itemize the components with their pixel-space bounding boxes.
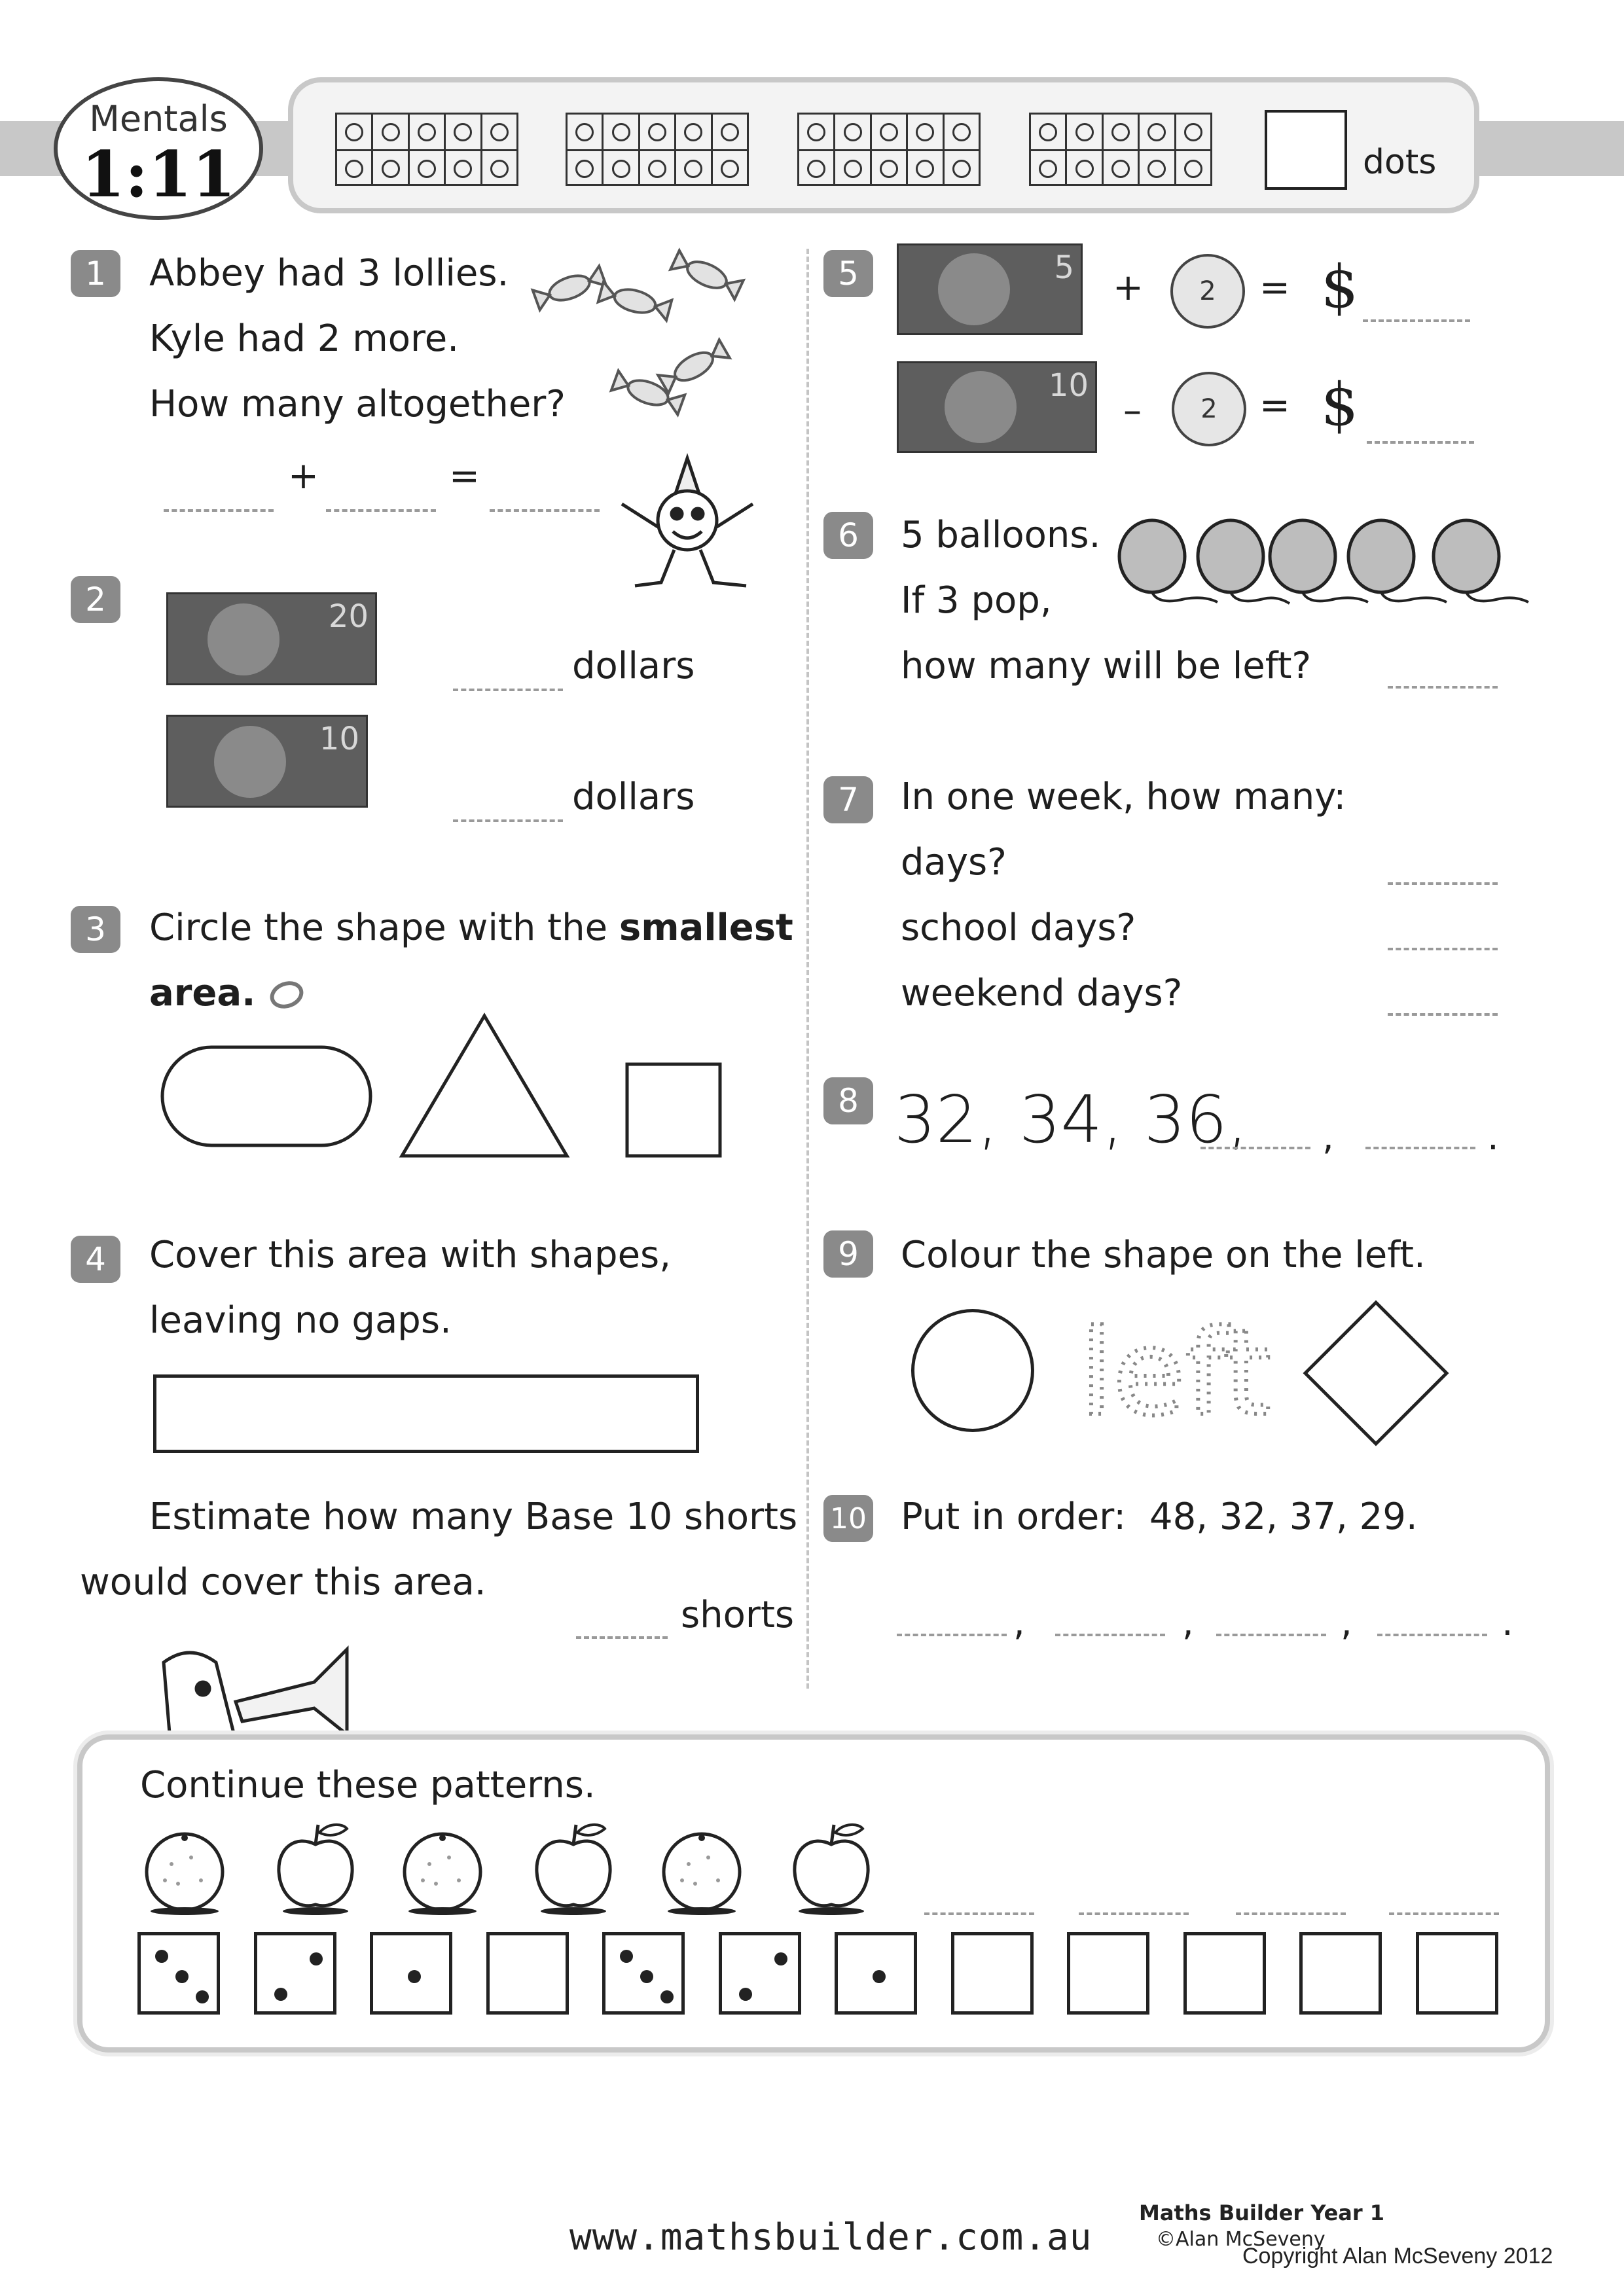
lollies-illustration [537,242,759,432]
q3-line1-text: Circle the shape with the [149,906,619,949]
ten-frame-dot [952,123,971,141]
apple-icon [785,1818,877,1916]
ten-frame-dot [1039,123,1057,141]
question-number-3: 3 [71,906,120,953]
die-pip [873,1970,886,1983]
triangle-shape [402,1016,567,1156]
ten-dollar-note-image-q5: 10 [897,361,1097,453]
header-band-right [1479,121,1624,176]
column-divider [806,249,809,1689]
lesson-number: 1:11 [81,137,236,211]
q6-line3: how many will be left? [901,645,1312,687]
question-number-10: 10 [823,1495,873,1542]
ten-frame-dot [1075,160,1094,178]
fruit-pattern-blank-3[interactable] [1236,1912,1346,1915]
die-face [719,1932,801,2015]
q1-line1: Abbey had 3 lollies. [149,252,509,295]
die-face [835,1932,917,2015]
q7-line4: weekend days? [901,972,1183,1014]
q2-answer-blank-1[interactable] [453,689,563,691]
ten-frame-dot [844,123,862,141]
ten-frame-dot [648,123,666,141]
ten-frame-dot [1147,123,1166,141]
q4-line2: leaving no gaps. [149,1299,452,1342]
ten-frame-dot [345,123,363,141]
dots-answer-box[interactable] [1265,110,1347,190]
balloons-illustration [1113,517,1532,615]
q1-plus: + [288,455,319,497]
question-number-5: 5 [823,250,873,297]
question-number-9: 9 [823,1230,873,1278]
q4-answer-blank[interactable] [576,1636,668,1639]
question-number-4: 4 [71,1236,120,1283]
die-answer-box[interactable] [486,1932,569,2015]
diamond-shape[interactable] [1303,1300,1449,1446]
die-pip [774,1952,787,1965]
ten-frame-3 [797,113,981,186]
oval-shape [162,1047,370,1145]
ten-frame-4 [1029,113,1212,186]
die-face [370,1932,452,2015]
q6-line1: 5 balloons. [901,514,1101,556]
die-pip [660,1990,674,2003]
q4-estimate-line1: Estimate how many Base 10 shorts [149,1496,798,1538]
ten-frame-dot [807,123,825,141]
die-pip [155,1950,168,1963]
footer-url: www.mathsbuilder.com.au [569,2216,1092,2259]
ten-frame-dot [916,123,934,141]
q1-line3: How many altogether? [149,383,566,425]
circle-to-colour[interactable] [911,1309,1034,1432]
square-shape [627,1064,720,1156]
ten-frame-dot [916,160,934,178]
q5-equals-1: = [1259,266,1290,309]
ten-frame-dot [575,160,594,178]
q10-answer-blank-1[interactable] [897,1634,1007,1636]
q9-line1: Colour the shape on the left. [901,1234,1426,1276]
question-number-1: 1 [71,250,120,297]
ten-frame-dot [612,123,630,141]
q1-line2: Kyle had 2 more. [149,317,460,360]
two-dollar-coin-image-1: 2 [1170,254,1245,329]
five-dollar-note-image: 5 [897,243,1083,335]
q2-unit-1: dollars [572,645,695,687]
q8-period: . [1487,1116,1499,1158]
q7-answer-blank-days[interactable] [1388,882,1498,885]
die-pip [175,1970,189,1983]
q5-answer-blank-1[interactable] [1363,319,1470,322]
apple-icon [528,1818,619,1916]
question-number-8: 8 [823,1077,873,1124]
q3-line1 [149,906,793,949]
ten-frame-dot [418,123,436,141]
die-pip [408,1970,421,1983]
q8-answer-blank-2[interactable] [1365,1147,1475,1149]
die-answer-box[interactable] [951,1932,1034,2015]
die-pip [620,1950,633,1963]
die-pip [739,1988,752,2001]
ten-frame-dot [1184,123,1202,141]
ten-frame-dot [454,123,472,141]
die-pip [640,1970,653,1983]
ten-frame-dot [490,123,509,141]
q6-line2: If 3 pop, [901,579,1052,622]
ten-dollar-note-image: 10 [166,715,368,808]
q10-period: . [1502,1602,1513,1644]
die-answer-box[interactable] [1299,1932,1382,2015]
q8-answer-blank-1[interactable] [1200,1147,1310,1149]
q8-sequence: 32, 34, 36, [894,1081,1248,1158]
ten-frame-dot [575,123,594,141]
q10-answer-blank-4[interactable] [1377,1634,1487,1636]
q1-equals: = [449,455,480,497]
ten-frame-dot [721,123,739,141]
question-number-6: 6 [823,512,873,559]
twenty-dollar-note-image: 20 [166,592,377,685]
die-pip [310,1952,323,1965]
die-face [137,1932,220,2015]
ten-frame-dot [1039,160,1057,178]
q1-answer-blank-3[interactable] [490,509,600,512]
q3-line2: area. [149,972,256,1014]
orange-icon [656,1818,748,1916]
q7-line1: In one week, how many: [901,776,1346,818]
clown-illustration [609,452,766,596]
ten-frame-dot [880,123,898,141]
fruit-pattern-blank-4[interactable] [1389,1912,1499,1915]
die-answer-box[interactable] [1183,1932,1266,2015]
q6-answer-blank[interactable] [1388,686,1498,689]
footer-copyright: Copyright Alan McSeveny 2012 [1242,2244,1553,2269]
q5-dollar-sign-1: $ [1321,253,1359,321]
orange-icon [397,1818,488,1916]
ten-frame-dot [807,160,825,178]
q4-estimate-line2: would cover this area. [80,1561,486,1604]
q5-dollar-sign-2: $ [1321,370,1359,439]
die-answer-box[interactable] [1416,1932,1498,2015]
ten-frame-dot [1147,160,1166,178]
q7-answer-blank-weekend-days[interactable] [1388,1013,1498,1016]
dotted-left-word-icon [1080,1302,1271,1442]
ten-frame-dot [880,160,898,178]
dots-label: dots [1363,143,1437,182]
ten-frame-dot [1184,160,1202,178]
q5-equals-2: = [1259,384,1290,427]
patterns-title: Continue these patterns. [140,1764,596,1806]
q1-answer-blank-1[interactable] [164,509,274,512]
ten-frame-dot [844,160,862,178]
ten-frame-dot [490,160,509,178]
question-number-7: 7 [823,776,873,823]
q3-shapes [157,1008,733,1165]
q5-minus: – [1123,389,1142,432]
q10-comma-1: , [1013,1602,1025,1644]
q4-unit: shorts [681,1594,795,1636]
q4-line1: Cover this area with shapes, [149,1234,672,1276]
question-number-2: 2 [71,576,120,623]
ten-frame-dot [648,160,666,178]
q10-comma-2: , [1182,1602,1194,1644]
ten-frame-dot [382,160,400,178]
die-pip [274,1988,287,2001]
ten-frame-2 [566,113,749,186]
ten-frame-1 [335,113,518,186]
footer-series: Maths Builder Year 1 [1139,2200,1385,2225]
q3-bold-word: smallest [619,906,793,949]
ten-frame-dot [1111,160,1130,178]
ten-frame-dot [721,160,739,178]
q10-answer-blank-2[interactable] [1055,1634,1165,1636]
q7-line3: school days? [901,906,1136,949]
q2-answer-blank-2[interactable] [453,819,563,822]
q1-answer-blank-2[interactable] [326,509,436,512]
q10-numbers: 48, 32, 37, 29. [1149,1496,1418,1538]
ten-frame-dot [345,160,363,178]
ten-frame-dot [382,123,400,141]
mentals-label: Mentals [89,98,228,139]
ten-frame-dot [454,160,472,178]
q7-line2: days? [901,841,1007,884]
two-dollar-coin-image-2: 2 [1172,372,1246,446]
mentals-badge [54,77,263,220]
fruit-pattern-blank-2[interactable] [1079,1912,1189,1915]
q7-answer-blank-school-days[interactable] [1388,948,1498,950]
orange-icon [139,1818,230,1916]
ten-frame-dot [1075,123,1094,141]
q5-plus: + [1113,266,1144,309]
q5-answer-blank-2[interactable] [1367,441,1474,444]
svg-text:left: left [1080,1305,1271,1442]
fruit-pattern-blank-1[interactable] [924,1912,1034,1915]
q8-comma: , [1322,1116,1334,1158]
ten-frame-dot [418,160,436,178]
q10-comma-3: , [1341,1602,1352,1644]
die-answer-box[interactable] [1067,1932,1149,2015]
cover-area-rectangle[interactable] [153,1374,699,1453]
ten-frame-dot [612,160,630,178]
footer-author: ©Alan McSeveny [1156,2228,1326,2251]
die-pip [196,1990,209,2003]
ten-frame-dot [684,160,702,178]
q2-unit-2: dollars [572,776,695,818]
q10-answer-blank-3[interactable] [1216,1634,1326,1636]
q10-prompt: Put in order: [901,1496,1127,1538]
ten-frame-dot [952,160,971,178]
die-face [254,1932,336,2015]
die-face [602,1932,685,2015]
trumpet-character-illustration [151,1636,360,1741]
apple-icon [270,1818,361,1916]
ten-frame-dot [1111,123,1130,141]
ten-frame-dot [684,123,702,141]
